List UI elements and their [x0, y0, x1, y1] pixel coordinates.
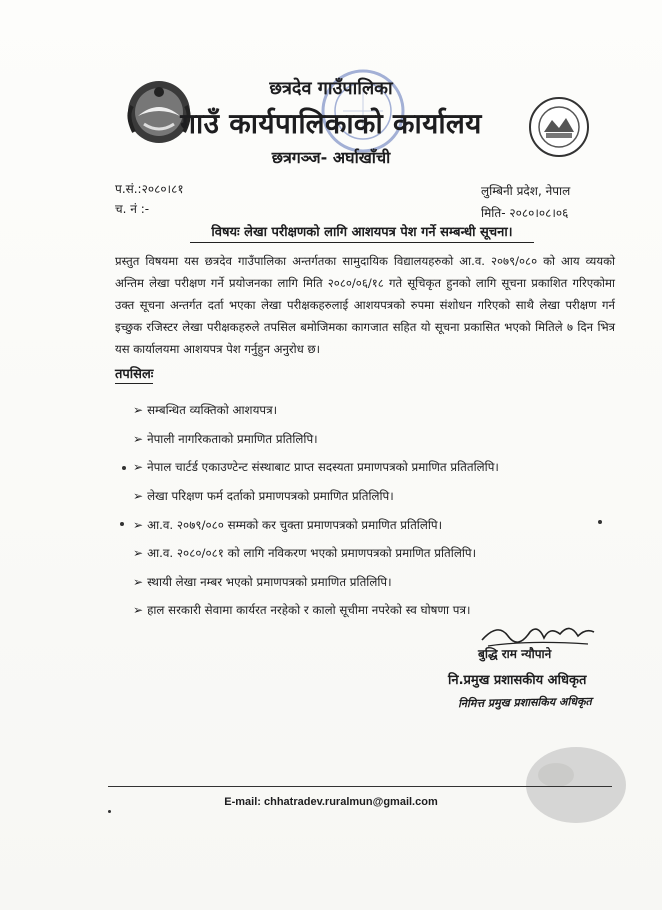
ink-speck — [108, 810, 111, 813]
municipality-name: छत्रदेव गाउँपालिका — [269, 78, 393, 99]
province-label: लुम्बिनी प्रदेश, नेपाल — [481, 184, 571, 198]
list-item — [133, 396, 603, 425]
arrow-bullet-icon: ➢ — [133, 603, 144, 618]
ink-speck — [122, 466, 126, 470]
arrow-bullet-icon: ➢ — [133, 460, 144, 475]
arrow-bullet-icon: ➢ — [133, 431, 144, 446]
list-item — [133, 482, 603, 511]
signer-name: बुद्धि राम न्यौपाने — [478, 647, 552, 661]
arrow-bullet-icon: ➢ — [133, 574, 144, 589]
list-item — [133, 425, 603, 454]
dispatch-number: च. नं :- — [115, 202, 150, 216]
requirements-list — [133, 396, 603, 625]
list-item-text: आ.व. २०७९/०८० सम्मको कर चुक्ता प्रमाणपत्रको प्रमाणित प्रतिलिपि। — [147, 517, 443, 532]
list-item-text: स्थायी लेखा नम्बर भएको प्रमाणपत्रको प्रमाणित प्रतिलिपि। — [147, 574, 392, 589]
office-name: गाउँ कार्यपालिकाको कार्यालय — [180, 107, 482, 140]
list-item — [133, 568, 603, 597]
notice-body: प्रस्तुत विषयमा यस छत्रदेव गाउँपालिका अन्तर्गतका सामुदायिक विद्यालयहरुको आ.व. २०७९/०८० को आय व्ययको अन्तिम लेखा परीक्षण गर्ने प्रयोजनका लागि मिति २०८०/०६/१८ गते सूचिकृत हुनको लागि सूचना प्रकाशित गरिएकोमा उक्त सूचना अन्तर्गत दर्ता भएका लेखा परीक्षकहरुलाई आशयपत्रको रुपमा संशोधन गरिएको साथै लेखा परीक्षण गर्न इच्छुक रजिस्टर लेखा परीक्षकहरुले तपसिल बमोजिमका कागजात सहित यो सूचना प्रकासित भएको मितिले ७ दिन भित्र यस कार्यालयमा आशयपत्र पेश गर्नुहुन अनुरोध छ। — [115, 254, 615, 356]
list-item-text: सम्बन्धित व्यक्तिको आशयपत्र। — [147, 403, 278, 418]
list-item-text: नेपाली नागरिकताको प्रमाणित प्रतिलिपि। — [147, 431, 318, 446]
list-item — [133, 510, 603, 539]
list-item — [133, 539, 603, 568]
footer-divider — [108, 786, 612, 787]
list-item-text: आ.व. २०८०/०८१ को लागि नविकरण भएको प्रमाणपत्रको प्रमाणित प्रतिलिपि। — [147, 546, 477, 561]
arrow-bullet-icon: ➢ — [133, 403, 144, 418]
details-heading: तपसिलः — [115, 364, 153, 384]
footer-email: E-mail: chhatradev.ruralmun@gmail.com — [224, 796, 438, 808]
letter-number: प.सं.:२०८०।८१ — [115, 182, 184, 196]
office-address: छत्रगञ्ज- अर्घाखाँची — [271, 148, 391, 167]
signer-title: नि.प्रमुख प्रशासकीय अधिकृत — [448, 673, 587, 688]
ink-smudge-icon — [516, 735, 636, 835]
list-item — [133, 453, 603, 482]
arrow-bullet-icon: ➢ — [133, 489, 144, 504]
list-item-text: लेखा परिक्षण फर्म दर्ताको प्रमाणपत्रको प्रमाणित प्रतिलिपि। — [147, 489, 394, 504]
list-item-text: हाल सरकारी सेवामा कार्यरत नरहेको र कालो सूचीमा नपरेको स्व घोषणा पत्र। — [147, 603, 471, 618]
subject-line: विषयः लेखा परीक्षणको लागि आशयपत्र पेश गर्ने सम्बन्धी सूचना। — [190, 222, 534, 243]
acting-officer-stamp: निमित्त प्रमुख प्रशासकिय अधिकृत — [457, 694, 592, 711]
ink-speck — [120, 522, 124, 526]
letter-date: मिति- २०८०।०८।०६ — [481, 206, 569, 220]
arrow-bullet-icon: ➢ — [133, 517, 144, 532]
arrow-bullet-icon: ➢ — [133, 546, 144, 561]
ink-speck — [598, 520, 602, 524]
list-item-text: नेपाल चार्टर्ड एकाउण्टेन्ट संस्थाबाट प्राप्त सदस्यता प्रमाणपत्रको प्रमाणित प्रतितलिपि। — [147, 460, 499, 475]
